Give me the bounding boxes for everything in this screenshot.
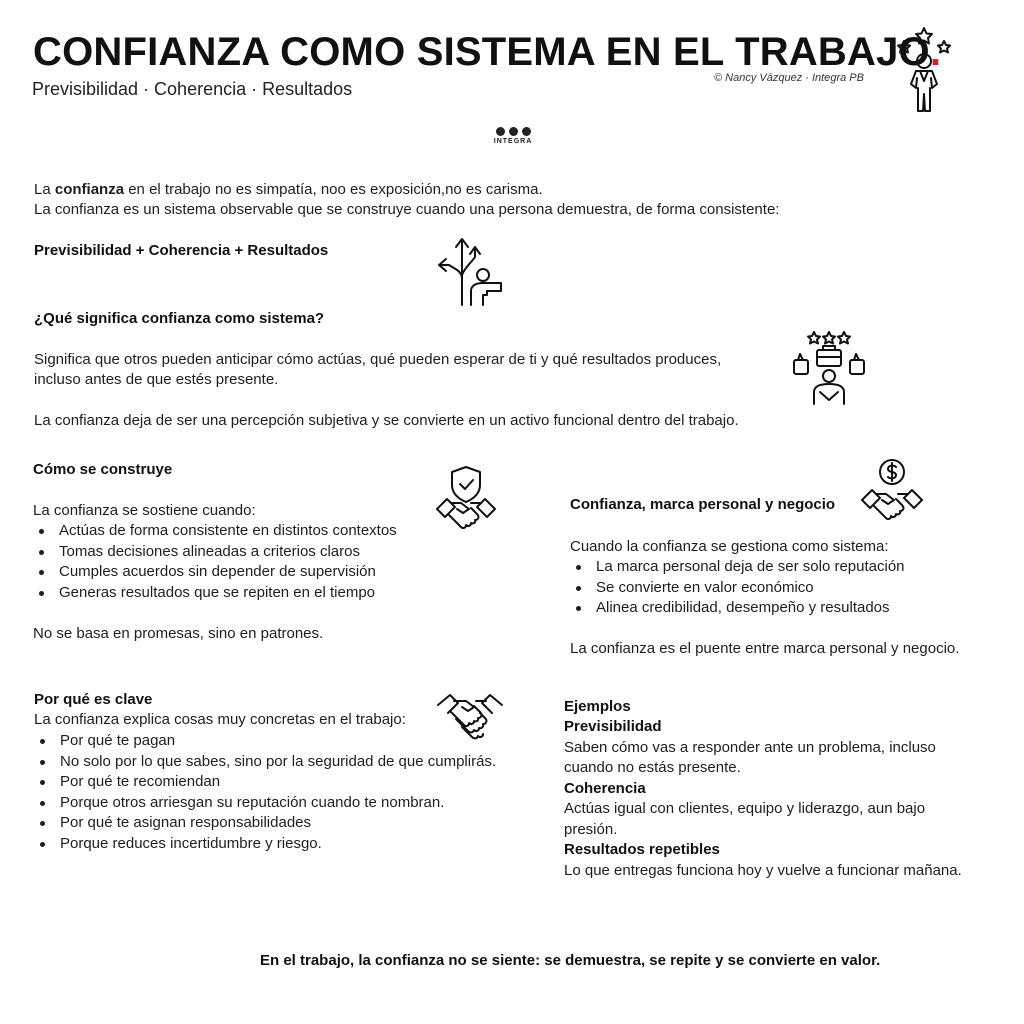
example-text-line-1: Saben cómo vas a responder ante un problema, incluso — [564, 739, 936, 756]
example-text-line-1: Lo que entregas funciona hoy y vuelve a funcionar mañana. — [564, 862, 962, 879]
example-text-line-1: Actúas igual con clientes, equipo y liderazgo, aun bajo — [564, 800, 926, 817]
list-item: No solo por lo que sabes, sino por la seguridad de que cumplirás. — [60, 752, 560, 773]
list-item: Porque otros arriesgan su reputación cuando te nombran. — [60, 793, 560, 814]
shield-handshake-icon — [435, 465, 497, 533]
meaning-para2: La confianza deja de ser una percepción subjetiva y se convierte en un activo funcional dentro del trabajo. — [34, 412, 739, 429]
examples-heading: Ejemplos — [564, 698, 631, 715]
credit-text: © Nancy Vázquez · Integra PB — [714, 72, 864, 84]
meaning-heading: ¿Qué significa confianza como sistema? — [34, 310, 325, 327]
intro-line-1: La confianza en el trabajo no es simpatía, noo es exposición,no es carisma. — [34, 181, 543, 198]
money-handshake-icon — [860, 458, 924, 524]
example-title: Previsibilidad — [564, 718, 662, 735]
team-rating-icon — [790, 330, 868, 406]
list-item: Actúas de forma consistente en distintos contextos — [59, 521, 479, 542]
why-lead: La confianza explica cosas muy concretas en el trabajo: — [34, 711, 406, 728]
list-item: Cumples acuerdos sin depender de supervisión — [59, 562, 479, 583]
build-lead: La confianza se sostiene cuando: — [33, 502, 256, 519]
why-heading: Por qué es clave — [34, 691, 153, 708]
footer-statement: En el trabajo, la confianza no se siente: se demuestra, se repite y se convierte en valor. — [260, 952, 881, 969]
list-item: Por qué te pagan — [60, 731, 560, 752]
list-item: Por qué te recomiendan — [60, 772, 560, 793]
decision-arrows-icon — [435, 235, 509, 307]
list-item: Porque reduces incertidumbre y riesgo. — [60, 834, 560, 855]
page-title: CONFIANZA COMO SISTEMA EN EL TRABAJO. — [33, 30, 942, 74]
brand-lead: Cuando la confianza se gestiona como sistema: — [570, 538, 889, 555]
build-heading: Cómo se construye — [33, 461, 173, 478]
integra-logo: INTEGRA — [490, 127, 536, 145]
meaning-para1-line2: incluso antes de que estés presente. — [34, 371, 279, 388]
list-item: Tomas decisiones alineadas a criterios claros — [59, 542, 479, 563]
example-text-line-2: cuando no estás presente. — [564, 759, 741, 776]
why-list — [34, 731, 560, 854]
example-text-line-2: presión. — [564, 821, 618, 838]
meaning-para1-line1: Significa que otros pueden anticipar cómo actúas, qué pueden esperar de ti y qué resultados produces, — [34, 351, 722, 368]
list-item: Por qué te asignan responsabilidades — [60, 813, 560, 834]
star-person-icon — [895, 26, 953, 114]
list-item: Se convierte en valor económico — [596, 578, 1016, 599]
build-closing: No se basa en promesas, sino en patrones. — [33, 625, 324, 642]
brand-heading: Confianza, marca personal y negocio — [570, 496, 836, 513]
handshake-icon — [436, 693, 504, 745]
brand-list — [570, 557, 1016, 619]
list-item: La marca personal deja de ser solo reputación — [596, 557, 1016, 578]
example-title: Resultados repetibles — [564, 841, 720, 858]
title-dot: . — [929, 30, 942, 74]
list-item: Generas resultados que se repiten en el tiempo — [59, 583, 479, 604]
build-list — [33, 521, 479, 603]
formula-text: Previsibilidad + Coherencia + Resultados — [34, 242, 329, 259]
intro-line-2: La confianza es un sistema observable que se construye cuando una persona demuestra, de forma consistente: — [34, 201, 780, 218]
example-title: Coherencia — [564, 780, 646, 797]
page-subtitle: Previsibilidad · Coherencia · Resultados — [32, 79, 353, 99]
brand-closing: La confianza es el puente entre marca personal y negocio. — [570, 640, 960, 657]
list-item: Alinea credibilidad, desempeño y resultados — [596, 598, 1016, 619]
